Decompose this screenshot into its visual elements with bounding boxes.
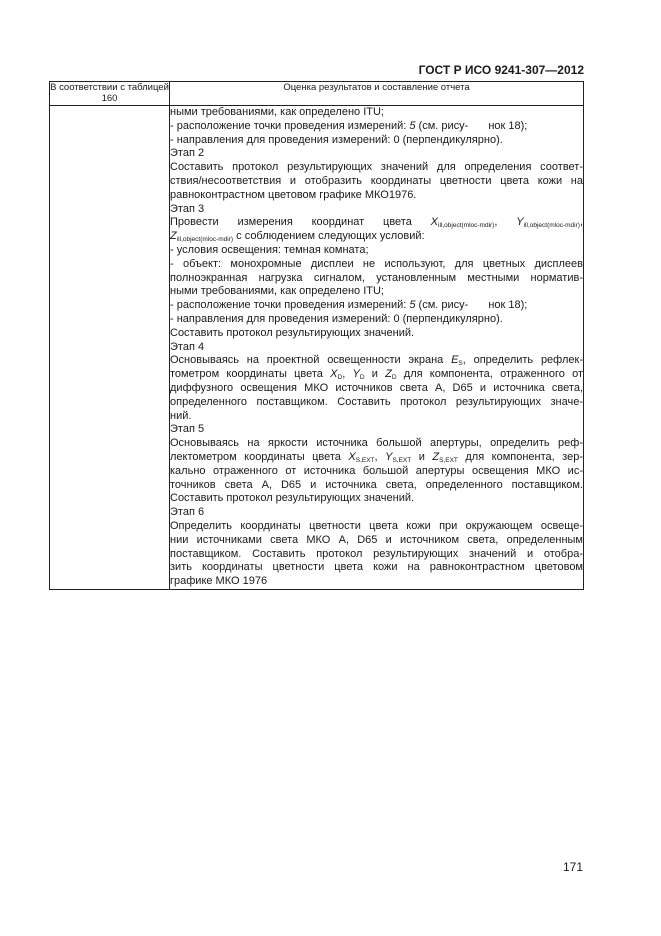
evaluation-cell: [170, 106, 584, 590]
text-line: кально отраженного от источника большой апертуры освещения МКО ис-: [170, 464, 583, 477]
text-line: графике МКО 1976: [170, 575, 268, 588]
column-header-evaluation: Оценка результатов и составление отчета: [170, 82, 584, 106]
text-line: диффузного освещения МКО источников света А, D65 и источника света,: [170, 381, 583, 394]
text-line: тометром координаты цвета $X_D$, $Y_D$ и $Z_D$ для компонента, отраженного от: [170, 368, 583, 382]
text-line: ний.: [170, 409, 192, 422]
text-line: - расположение точки проведения измерений: 5 (см. рису- нок 18);: [170, 299, 528, 312]
text-line: поставщиком. Составить протокол результирующих значений и отобра-: [170, 547, 583, 560]
column-header-reference: В соответствии с таблицей 160: [50, 82, 169, 104]
text-line: равноконтрастном цветовом графике МКО1976.: [170, 188, 417, 201]
text-line: определенного поставщиком. Составить протокол результирующих значе-: [170, 395, 583, 408]
text-line: Основываясь на яркости источника большой апертуры, определить реф-: [170, 437, 583, 450]
stage-4-heading: Этап 4: [170, 340, 205, 353]
text-line: нии источниками света МКО А, D65 и источником света, определенным: [170, 533, 583, 546]
text-line: - расположение точки проведения измерений: 5 (см. рису- нок 18);: [170, 119, 528, 132]
table-row: [50, 106, 584, 590]
text-line: зить координаты цветности цвета кожи на равноконтрастном цветовом: [170, 561, 583, 574]
text-line: Составить протокол результирующих значений.: [170, 492, 415, 505]
text-line: Составить протокол результирующих значений.: [170, 326, 415, 339]
text-line: Определить координаты цветности цвета кожи при окружающем освеще-: [170, 519, 583, 532]
standard-header: ГОСТ Р ИСО 9241-307—2012: [418, 63, 584, 77]
text-line: лектометром координаты цвета $X_{S,EXT}$, $Y_{S,EXT}$ и $Z_{S,EXT}$ для компонента, зер-: [170, 450, 583, 464]
table-header-row: [50, 82, 584, 106]
stage-6-heading: Этап 6: [170, 506, 205, 519]
text-line: ствия/несоответствия и отобразить координаты цветности цвета кожи на: [170, 174, 583, 187]
page-number: 171: [562, 860, 583, 874]
text-line: полноэкранная нагрузка сигналом, установленным местными норматив-: [170, 271, 583, 284]
text-line: $Z_{ill,object(mloc-mdir)}$ с соблюдением следующих условий:: [170, 230, 425, 244]
text-line: ными требованиями, как определено ITU;: [170, 106, 384, 118]
text-line: - объект: монохромные дисплеи не используют, для цветных дисплеев: [170, 257, 583, 270]
text-line: Провести измерения координат цвета $X_{ill,object(mloc-mdir)}$, $Y_{ill,object(mloc-mdir)}$,: [170, 216, 584, 230]
text-line: Основываясь на проектной освещенности экрана $E_S$, определить рефлек-: [170, 354, 584, 368]
text-line: точников света А, D65 и источника света, определенного поставщиком.: [170, 478, 583, 491]
evaluation-table: [49, 81, 584, 590]
reference-cell: [50, 106, 170, 590]
stage-2-heading: Этап 2: [170, 147, 205, 160]
stage-5-heading: Этап 5: [170, 423, 205, 436]
text-line: ными требованиями, как определено ITU;: [170, 285, 384, 298]
text-line: - направления для проведения измерений: 0 (перпендикулярно).: [170, 133, 503, 146]
stage-3-heading: Этап 3: [170, 202, 205, 215]
text-line: - направления для проведения измерений: 0 (перпендикулярно).: [170, 312, 503, 325]
text-line: - условия освещения: темная комната;: [170, 243, 369, 256]
text-line: Составить протокол результирующих значений для определения соответ-: [170, 161, 583, 174]
